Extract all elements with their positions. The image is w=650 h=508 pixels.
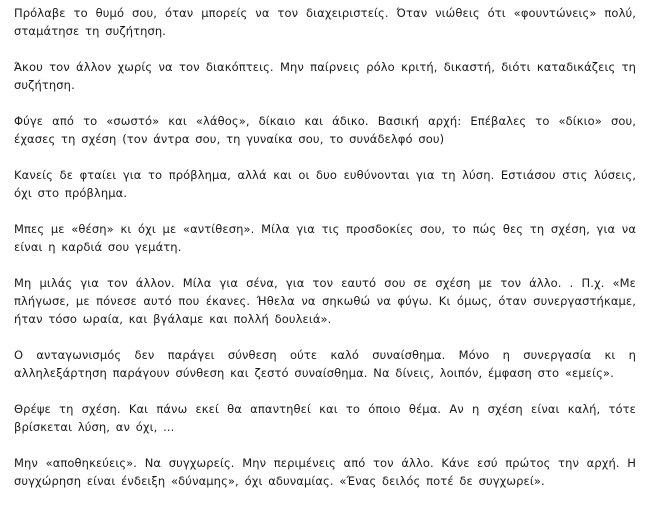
paragraph-3: Φύγε από το «σωστό» και «λάθος», δίκαιο και άδικο. Βασική αρχή: Επέβαλες το «δίκιο» σου, έχασες τη σχέση (τον άντρα σου, τη γυναίκα σου, το συνάδελφό σου): [14, 114, 636, 146]
paragraph-6: Μη μιλάς για τον άλλον. Μίλα για σένα, για τον εαυτό σου σε σχέση με τον άλλο. . Π.χ. «Με πλήγωσε, με πόνεσε αυτό που έκανες. Ήθελα να σηκωθώ να φύγω. Κι όμως, όταν συνεργαστήκαμε, ήταν τόσο ωραία, και βγάλαμε και πολλή δουλειά».: [14, 276, 636, 326]
paragraph-1: Πρόλαβε το θυμό σου, όταν μπορείς να τον διαχειριστείς. Όταν νιώθεις ότι «φουντώνεις» πολύ, σταμάτησε τη συζήτηση.: [14, 6, 636, 38]
paragraph-4: Κανείς δε φταίει για το πρόβλημα, αλλά και οι δυο ευθύνονται για τη λύση. Εστιάσου στις λύσεις, όχι στο πρόβλημα.: [14, 168, 636, 200]
document-body: [14, 4, 636, 508]
paragraph-7: Ο ανταγωνισμός δεν παράγει σύνθεση ούτε καλό συναίσθημα. Μόνο η συνεργασία κι η αλληλεξάρτηση παράγουν σύνθεση και ζεστό συναίσθημα. Να δίνεις, λοιπόν, έμφαση στο «εμείς».: [14, 348, 636, 380]
paragraph-9: Μην «αποθηκεύεις». Να συγχωρείς. Μην περιμένεις από τον άλλο. Κάνε εσύ πρώτος την αρχή. Η συγχώρηση είναι ένδειξη «δύναμης», όχι αδυναμίας. «Ένας δειλός ποτέ δε συγχωρεί».: [14, 456, 636, 488]
paragraph-8: Θρέψε τη σχέση. Και πάνω εκεί θα απαντηθεί και το όποιο θέμα. Αν η σχέση είναι καλή, τότε βρίσκεται λύση, αν όχι, ...: [14, 402, 636, 434]
paragraph-5: Μπες με «θέση» κι όχι με «αντίθεση». Μίλα για τις προσδοκίες σου, το πώς θες τη σχέση, για να είναι η καρδιά σου γεμάτη.: [14, 222, 636, 254]
paragraph-2: Άκου τον άλλον χωρίς να τον διακόπτεις. Μην παίρνεις ρόλο κριτή, δικαστή, διότι καταδικάζεις τη συζήτηση.: [14, 60, 636, 92]
